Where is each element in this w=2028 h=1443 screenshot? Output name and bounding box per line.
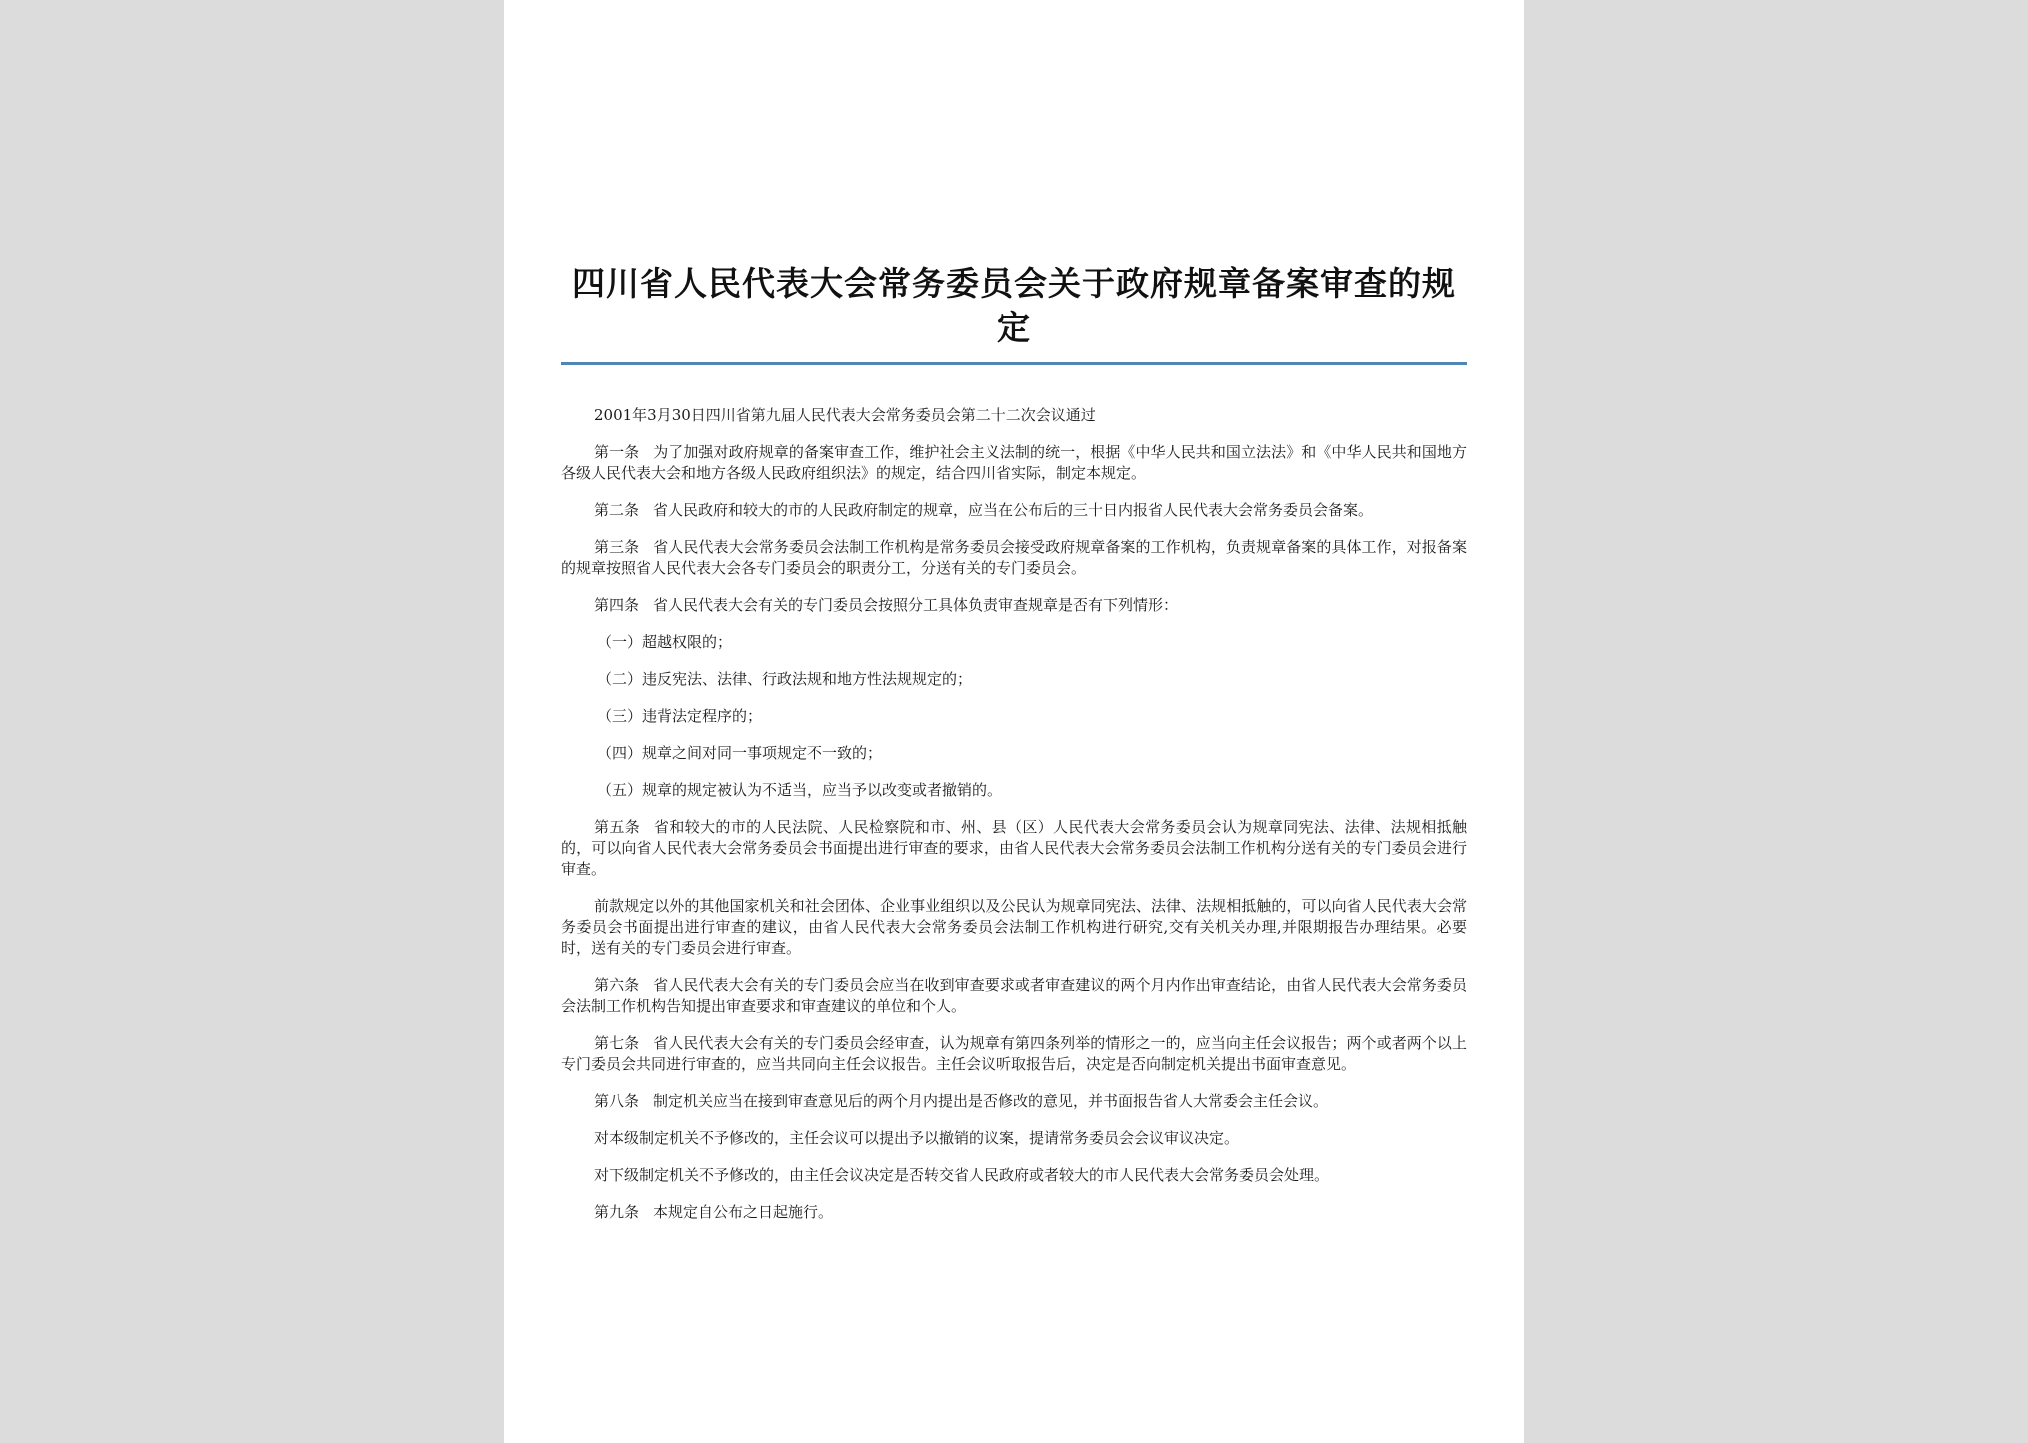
article-text: 省和较大的市的人民法院、人民检察院和市、州、县（区）人民代表大会常务委员会认为规章同宪法、法律、法规相抵触的，可以向省人民代表大会常务委员会书面提出进行审查的要求，由省人民代表大会常务委员会法制工作机构分送有关的专门委员会进行审查。 [561, 818, 1467, 878]
article-label: 第一条 [594, 443, 640, 461]
article-label: 第六条 [594, 976, 640, 994]
document-title: 四川省人民代表大会常务委员会关于政府规章备案审查的规定 [572, 264, 1456, 347]
article-7 [561, 1033, 1467, 1075]
document-page [504, 0, 1524, 1443]
article-text: 省人民代表大会有关的专门委员会经审查，认为规章有第四条列举的情形之一的，应当向主任会议报告；两个或者两个以上专门委员会共同进行审查的，应当共同向主任会议报告。主任会议听取报告后，决定是否向制定机关提出书面审查意见。 [561, 1034, 1467, 1073]
article-1 [561, 442, 1467, 484]
list-item: （三）违背法定程序的； [597, 707, 763, 725]
article-text: 制定机关应当在接到审查意见后的两个月内提出是否修改的意见，并书面报告省人大常委会主任会议。 [653, 1092, 1329, 1110]
article-3 [561, 537, 1467, 579]
article-label: 第八条 [594, 1092, 640, 1110]
article-label: 第七条 [594, 1034, 640, 1052]
list-item: （一）超越权限的； [597, 633, 733, 651]
article-label: 第二条 [594, 501, 640, 519]
article-5 [561, 817, 1467, 880]
article-text: 省人民代表大会有关的专门委员会应当在收到审查要求或者审查建议的两个月内作出审查结论，由省人民代表大会常务委员会法制工作机构告知提出审查要求和审查建议的单位和个人。 [561, 976, 1467, 1015]
article-label: 第九条 [594, 1203, 640, 1221]
list-item: （二）违反宪法、法律、行政法规和地方性法规规定的； [597, 670, 973, 688]
article-text: 为了加强对政府规章的备案审查工作，维护社会主义法制的统一，根据《中华人民共和国立法法》和《中华人民共和国地方各级人民代表大会和地方各级人民政府组织法》的规定，结合四川省实际，制定本规定。 [561, 443, 1467, 482]
list-item: （五）规章的规定被认为不适当，应当予以改变或者撤销的。 [597, 781, 1003, 799]
list-item: （四）规章之间对同一事项规定不一致的； [597, 744, 883, 762]
article-9 [561, 1202, 1467, 1223]
article-text: 本规定自公布之日起施行。 [653, 1203, 834, 1221]
article-6 [561, 975, 1467, 1017]
article-text: 省人民代表大会有关的专门委员会按照分工具体负责审查规章是否有下列情形： [653, 596, 1179, 614]
adoption-note: 2001年3月30日四川省第九届人民代表大会常务委员会第二十二次会议通过 [594, 406, 1096, 424]
title-underline [561, 362, 1467, 365]
article-2 [561, 500, 1467, 521]
article-8-paragraph-3: 对下级制定机关不予修改的，由主任会议决定是否转交省人民政府或者较大的市人民代表大会常务委员会处理。 [594, 1166, 1330, 1184]
article-5-paragraph-2: 前款规定以外的其他国家机关和社会团体、企业事业组织以及公民认为规章同宪法、法律、法规相抵触的，可以向省人民代表大会常务委员会书面提出进行审查的建议，由省人民代表大会常务委员会法制工作机构进行研究,交有关机关办理,并限期报告办理结果。必要时，送有关的专门委员会进行审查。 [561, 897, 1467, 957]
article-label: 第五条 [594, 818, 641, 836]
article-4 [561, 595, 1467, 616]
article-8 [561, 1091, 1467, 1112]
article-label: 第四条 [594, 596, 640, 614]
article-text: 省人民政府和较大的市的人民政府制定的规章，应当在公布后的三十日内报省人民代表大会常务委员会备案。 [653, 501, 1374, 519]
article-8-paragraph-2: 对本级制定机关不予修改的，主任会议可以提出予以撤销的议案，提请常务委员会会议审议决定。 [594, 1129, 1240, 1147]
article-text: 省人民代表大会常务委员会法制工作机构是常务委员会接受政府规章备案的工作机构，负责规章备案的具体工作，对报备案的规章按照省人民代表大会各专门委员会的职责分工，分送有关的专门委员会。 [561, 538, 1467, 577]
document-content [561, 262, 1467, 1239]
article-label: 第三条 [594, 538, 640, 556]
